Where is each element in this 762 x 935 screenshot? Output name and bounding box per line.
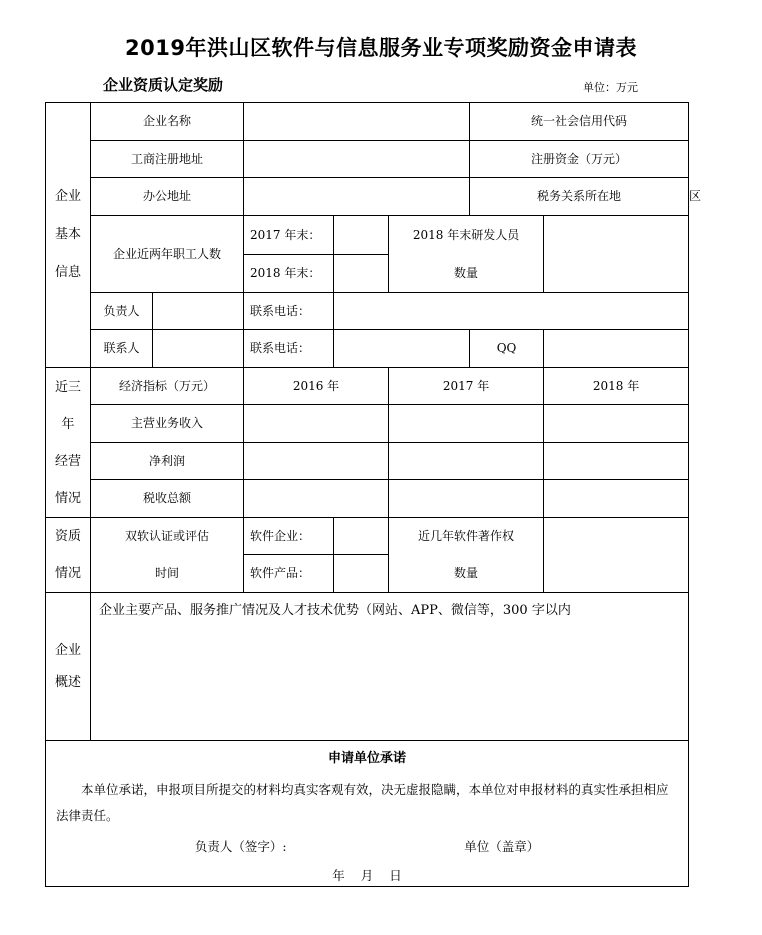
rd-staff-field[interactable]	[544, 216, 689, 293]
net-profit-2017-field[interactable]	[389, 443, 544, 480]
form-title: 2019年洪山区软件与信息服务业专项奖励资金申请表	[125, 36, 637, 60]
employees-2017-field[interactable]	[334, 216, 389, 255]
leader-label: 负责人	[91, 293, 153, 330]
qq-label: QQ	[470, 330, 544, 368]
basic-info-section-label: 企业 基本 信息	[46, 103, 91, 368]
indicator-header: 经济指标（万元）	[91, 368, 244, 405]
year-header-2016: 2016 年	[244, 368, 389, 405]
net-profit-label: 净利润	[91, 443, 244, 480]
qualification-section-label: 资质 情况	[46, 518, 91, 593]
contact-phone-field[interactable]	[334, 330, 470, 368]
tax-location-label: 税务关系所在地	[470, 178, 689, 216]
operations-section-label: 近三 年 经营 情况	[46, 368, 91, 518]
year-end-2017-label: 2017 年末：	[244, 216, 334, 255]
credit-code-label: 统一社会信用代码	[470, 103, 689, 141]
sign-date[interactable]: 年 月 日	[332, 867, 402, 883]
employees-2018-field[interactable]	[334, 255, 389, 293]
promise-section	[46, 741, 689, 887]
tax-total-label: 税收总额	[91, 480, 244, 518]
reg-address-label: 工商注册地址	[91, 141, 244, 178]
qq-field[interactable]	[544, 330, 689, 368]
leader-signature[interactable]: 负责人（签字）:	[194, 838, 287, 854]
software-company-label: 软件企业：	[244, 518, 334, 555]
net-profit-2016-field[interactable]	[244, 443, 389, 480]
employees-label: 企业近两年职工人数	[91, 216, 244, 293]
leader-phone-label: 联系电话：	[244, 293, 334, 330]
year-end-2018-label: 2018 年末：	[244, 255, 334, 293]
reg-capital-label: 注册资金（万元）	[470, 141, 689, 178]
revenue-2016-field[interactable]	[244, 405, 389, 443]
office-address-label: 办公地址	[91, 178, 244, 216]
unit-label: 单位：万元	[583, 81, 638, 94]
company-name-field[interactable]	[244, 103, 470, 141]
leader-field[interactable]	[153, 293, 244, 330]
application-form-table	[45, 102, 702, 887]
contact-phone-label: 联系电话：	[244, 330, 334, 368]
copyright-field[interactable]	[544, 518, 689, 593]
leader-phone-field[interactable]	[334, 293, 689, 330]
form-subtitle: 企业资质认定奖励	[103, 76, 224, 94]
district-suffix: 区	[689, 189, 702, 204]
tax-total-2018-field[interactable]	[544, 480, 689, 518]
office-address-field[interactable]	[244, 178, 470, 216]
revenue-label: 主营业务收入	[91, 405, 244, 443]
contact-label: 联系人	[91, 330, 153, 368]
revenue-2017-field[interactable]	[389, 405, 544, 443]
rd-staff-label: 2018 年末研发人员 数量	[389, 216, 544, 293]
tax-total-2017-field[interactable]	[389, 480, 544, 518]
software-product-label: 软件产品：	[244, 555, 334, 593]
overview-field[interactable]: 企业主要产品、服务推广情况及人才技术优势（网站、APP、微信等，300 字以内	[91, 593, 689, 741]
net-profit-2018-field[interactable]	[544, 443, 689, 480]
reg-address-field[interactable]	[244, 141, 470, 178]
software-company-field[interactable]	[334, 518, 389, 555]
promise-title: 申请单位承诺	[328, 751, 407, 766]
year-header-2017: 2017 年	[389, 368, 544, 405]
cert-time-label: 双软认证或评估 时间	[91, 518, 244, 593]
year-header-2018: 2018 年	[544, 368, 689, 405]
contact-field[interactable]	[153, 330, 244, 368]
tax-total-2016-field[interactable]	[244, 480, 389, 518]
overview-section-label: 企业 概述	[46, 593, 91, 741]
unit-seal[interactable]: 单位（盖章）	[464, 838, 540, 854]
company-name-label: 企业名称	[91, 103, 244, 141]
promise-body: 本单位承诺，申报项目所提交的材料均真实客观有效，决无虚报隐瞒，本单位对申报材料的真实性承担相应法律责任。	[56, 781, 669, 823]
software-product-field[interactable]	[334, 555, 389, 593]
revenue-2018-field[interactable]	[544, 405, 689, 443]
copyright-label: 近几年软件著作权 数量	[389, 518, 544, 593]
